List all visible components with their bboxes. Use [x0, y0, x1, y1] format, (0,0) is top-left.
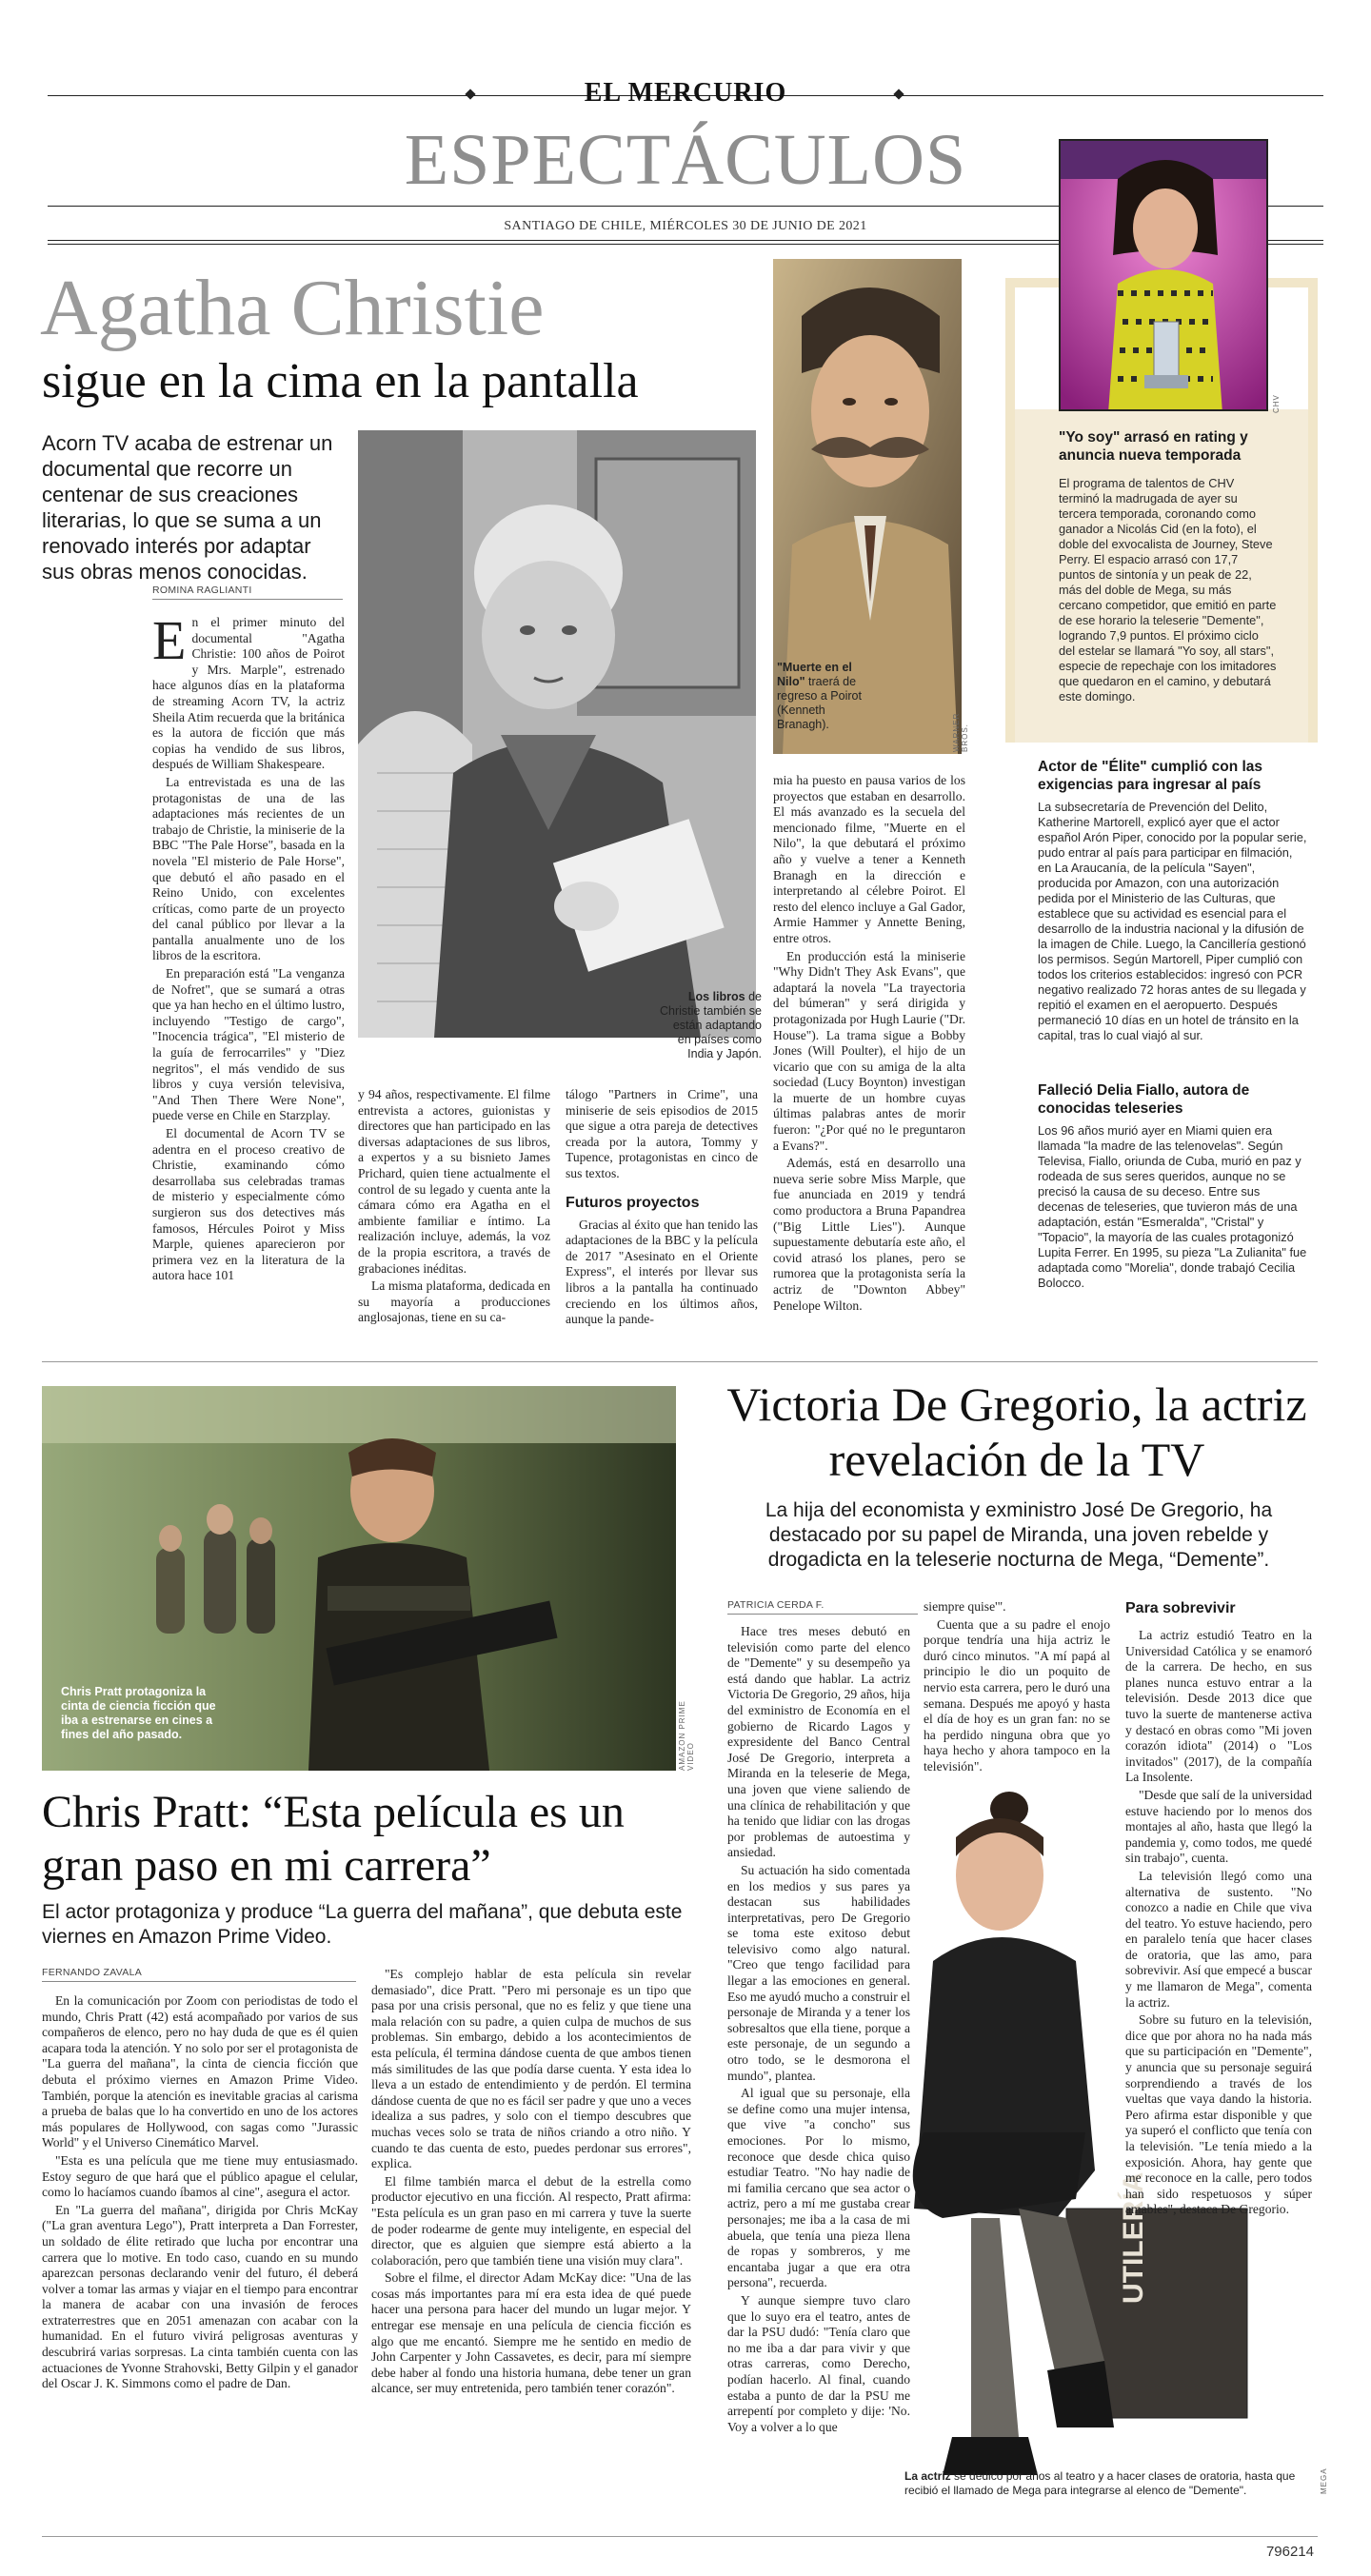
agatha-caption-text: de Christie también se están adaptando en países como India y Japón.	[660, 990, 762, 1060]
victoria-caption-text: se dedicó por años al teatro y a hacer clases de oratoria, hasta que recibió el llamado de Mega para integrarse al elenco de "Demente".	[904, 2469, 1296, 2497]
agatha-column-2	[358, 1087, 550, 1346]
pratt-col2-p3: Sobre el filme, el director Adam McKay dice: "Una de las cosas más importantes para mí era esta idea de qué puede hacer una persona para hacer del mundo un lugar mejor. Y entregar ese mensaje en una película de ciencia ficción es algo que me encantó. Siempre me he sentido en medio de John Carpenter y John Cassavetes, es decir, para mí siempre debe haber al fondo una historia humana, debe tener un gran alcance, ser muy entretenida, pero también tener corazón".	[371, 2270, 691, 2396]
pratt-deck: El actor protagoniza y produce “La guerra del mañana”, que debuta este viernes en Amazon Prime Video.	[42, 1901, 683, 1948]
victoria-col3-p3: La televisión llegó como una alternativa de sustento. "No conozco a nadie en Chile que viva del teatro. Yo estuve haciendo, pero en paralelo tenía que hacer clases de oratoria, que las amo, para sobrevivir. Así que empecé a buscar y me llamaron de Mega", comenta la actriz.	[1125, 1868, 1312, 2010]
agatha-col4-p1: mia ha puesto en pausa varios de los proyectos que estaban en desarrollo. El más avanzado es la secuela del mencionado filme, "Muerte en el Nilo", la que debutará el próximo año y vuelve a tener a Kenneth Branagh en la dirección e interpretando al célebre Poirot. El resto del elenco incluye a Gal Gador, Armie Hammer y Annette Bening, entre otros.	[773, 773, 965, 945]
agatha-col1-p3: En preparación está "La venganza de Nofret", que se sumará a otras que ya han hecho en el último lustro, incluyendo "Testigo de cargo", "Inocencia trágica", "El misterio de la guía de ferrocarriles" y "Diez negritos", el más vendido de sus libros y cuya versión televisiva, "And Then There Were None", puede verse en Chile en Starzplay.	[152, 966, 345, 1123]
pratt-column-2	[371, 1967, 691, 2526]
pratt-col1-p3: En "La guerra del mañana", dirigida por Chris McKay ("La gran aventura Lego"), Pratt interpreta a Dan Forrester, un soldado de élite retirado que lucha por encontrar una carrera que lo motive. En todo caso, cuando en su mundo aparezcan personas declarando venir del futuro, él deberá volver a tomar las armas y viajar en el tiempo para encontrar la manera de acabar con una invasión de feroces extraterrestres que en 2051 amenazan con acabar con la humanidad. En el futuro vivirá peligrosas aventuras y descubrirá varias sorpresas. La cinta también cuenta con las actuaciones de Yvonne Strahovski, Betty Gilpin y el ganador del Oscar J. K. Simmons como el padre de Dan.	[42, 2202, 358, 2391]
agatha-col2-p1: y 94 años, respectivamente. El filme entrevista a actores, guionistas y directores que han participado en las diversas adaptaciones de sus libros, a expertos y a su bisnieto James Prichard, quien tiene actualmente el control de su legado y cuenta ante la cámara cómo era Agatha en el ambiente familiar e íntimo. La realización incluye, además, la voz de la propia escritora, a través de grabaciones inéditas.	[358, 1087, 550, 1276]
yo-soy-photo-illustration	[1061, 141, 1268, 411]
victoria-col1-p1: Hace tres meses debutó en televisión como parte del elenco de "Demente" y su desempeño ya está dando que hablar. La actriz Victoria De Gregorio, 29 años, hija del exministro de Economía en el gobierno de Ricardo Lagos y expresidente del Banco Central José De Gregorio, interpreta a Miranda en la teleserie de Mega, una joven que viene saliendo de una clínica de rehabilitación y que ha tenido que lidiar con las drogas por problemas de autoestima y ansiedad.	[727, 1624, 910, 1860]
victoria-col1-p2: Su actuación ha sido comentada en los medios y sus pares ya destacan sus habilidades interpretativas, pero De Gregorio se toma este exitoso debut televisivo como algo natural. "Creo que tengo facilidad para llegar a las emociones en general. Eso me ayudó mucho a construir el personaje de Miranda y a tener los sobresaltos que ella tiene, porque a este personaje, de un segundo a otro todo, se le desmorona el mundo", plantea.	[727, 1862, 910, 2083]
agatha-deck: Acorn TV acaba de estrenar un documental que recorre un centenar de sus creaciones literarias, lo que se suma a un renovado interés por adaptar sus obras menos conocidas.	[42, 431, 333, 584]
victoria-column-1	[727, 1624, 910, 2509]
victoria-col2-p2: Cuenta que a su padre el enojo porque tendría una hija actriz le duró cinco minutos. "A mí papá al principio le dio un poquito de nervio esta carrera, pero le duró una semana. Después me apoyó y hasta el día de hoy es un gran fan: no se ha perdido ninguna obra que yo haya hecho y ahora tampoco en la televisión".	[924, 1616, 1110, 1773]
agatha-col1-p1: n el primer minuto del documental "Agatha Christie: 100 años de Poirot y Mrs. Marple", estrenado hace algunos días en la plataforma de streaming Acorn TV, la actriz Sheila Atim recuerda que la británica es la autora de ficción que más copias ha vendido de sus libros, después de William Shakespeare.	[152, 615, 345, 772]
pratt-photo-caption	[61, 1685, 219, 1742]
agatha-photo-caption	[657, 990, 762, 1061]
victoria-photo-credit: MEGA	[1320, 2467, 1328, 2494]
victoria-col3-p4: Sobre su futuro en la televisión, dice que por ahora no ha nada más que su participación en "Demente", y anuncia que su personaje seguirá sorprendiendo a través de los vueltas que vaya dando la historia. Pero afirma estar disponible y que ya superó el conflicto que tenía con la televisión. "Le tenía miedo a la exposición. Ahora, hay gente que me reconoce en la calle, pero todos han sido respetuosos y súper amables", destaca De Gregorio.	[1125, 2012, 1312, 2217]
yo-soy-photo-credit: CHV	[1272, 394, 1281, 413]
pratt-column-1	[42, 1993, 358, 2526]
page-code: 796214	[1265, 2544, 1314, 2560]
dateline: SANTIAGO DE CHILE, MIÉRCOLES 30 DE JUNIO DE 2021	[504, 219, 867, 233]
agatha-col1-p2: La entrevistada es una de las protagonistas de una de las adaptaciones más recientes de un trabajo de Christie, la miniserie de la BBC "The Pale Horse", basada en la novela "El misterio de Pale Horse", que debutó el año pasado en el Reino Unido, con excelentes críticas, como parte de un proyecto del canal público por llevar a la pantalla anualmente uno de los libros de la escritora.	[152, 774, 345, 963]
sidebar-headline-fiallo: Falleció Delia Fiallo, autora de conocidas teleseries	[1038, 1082, 1250, 1117]
victoria-col1-p4: Y aunque siempre tuvo claro que lo suyo era el teatro, antes de dar la PSU dudó: "Tenía claro que no me iba a dar para vivir y que otras carreras, como Derecho, podían hacerlo. Al final, cuando estaba a punto de dar la PSU me arrepentí por completo y dije: 'No. Voy a volver a lo que	[727, 2292, 910, 2434]
victoria-col3-p1: La actriz estudió Teatro en la Universidad Católica y se enamoró de la carrera. De hecho, en sus planes nunca estuvo entrar a la televisión. Desde 2013 dice que tuvo la suerte de mantenerse activa y destacó en obras como "Mi joven corazón idiota" (2014) o "Los invitados" (2017), de la compañía La Insolente.	[1125, 1628, 1312, 1785]
agatha-col4-p2: En producción está la miniserie "Why Didn't They Ask Evans", que adaptará la novela "La trayectoria del búmeran" y será dirigida y protagonizada por Hugh Laurie ("Dr. House"). La trama sigue a Bobby Jones (Will Poulter), el hijo de un vicario que con su amiga de la alta sociedad (Lucy Boynton) investigan la muerte de un hombre cuyas últimas palabras antes de morir fueron: "¿Por qué no le preguntaron a Evans?".	[773, 948, 965, 1153]
victoria-deck: La hija del economista y exministro José De Gregorio, ha destacado por su papel de Miranda, una joven rebelde y drogadicta en la teleserie nocturna de Mega, “Demente”.	[765, 1499, 1273, 1571]
victoria-caption-bold: La actriz	[904, 2469, 951, 2483]
pratt-col2-p2: El filme también marca el debut de la estrella como productor ejecutivo en una ficción. Al respecto, Pratt afirma: "Esta película es un gran paso en mi carrera y tuve la suerte de poder rodearme de gente muy inteligente, en especial del director, que es alguien que siempre está abierto a la colaboración, pero que también tiene una visión muy clara".	[371, 2173, 691, 2268]
agatha-title-line1: Agatha Christie	[40, 264, 545, 352]
agatha-col1-p4: El documental de Acorn TV se adentra en el proceso creativo de Christie, examinando cómo desarrollaba sus celebradas tramas de misterio y especialmente cómo surgieron sus dos detectives más famosos, Hércules Poirot y Miss Marple, quienes aparecieron por primera vez en la literatura de la autora hace 101	[152, 1126, 345, 1283]
victoria-col1-p3: Al igual que su personaje, ella se define como una mujer intensa, que vive "a concho" sus emociones. Por lo mismo, reconoce que desde chica quiso estudiar Teatro. "No hay nadie de mi familia cercano que sea actor o actriz, pero a mí me gustaba crear personajes; me iba a la casa de mi abuela, que tenía una pieza llena de ropas y sombreros, y me encantaba jugar a que era otra persona", recuerda.	[727, 2086, 910, 2290]
poirot-caption-bold: "Muerte en el Nilo"	[777, 661, 852, 688]
agatha-col3-p2: Gracias al éxito que han tenido las adaptaciones de la BBC y la película de 2017 "Asesinato en el Oriente Express", el interés por llevar sus libros a la pantalla ha continuado creciendo en los últimos años, aunque la pande-	[566, 1217, 758, 1327]
pratt-photo-credit: AMAZON PRIME VIDEO	[678, 1700, 695, 1771]
victoria-photo-caption	[904, 2469, 1304, 2498]
victoria-col3-p2: "Desde que salí de la universidad estuve haciendo por lo menos dos montajes al año, hasta que llegó la pandemia y, como todos, me quedé sin trabajo", cuenta.	[1125, 1787, 1312, 1866]
poirot-photo-credit: WARNER BROS.	[952, 712, 969, 752]
victoria-column-2	[924, 1599, 1110, 1780]
sidebar-headline-elite: Actor de "Élite" cumplió con las exigencias para ingresar al país	[1038, 759, 1263, 793]
agatha-column-3	[566, 1087, 758, 1346]
agatha-dropcap: E	[152, 615, 187, 671]
pratt-col1-p1: En la comunicación por Zoom con periodistas de todo el mundo, Chris Pratt (42) está acompañado por varios de sus compañeros de elenco, pero no hay duda de que es él quien acapara toda la atención. Y no solo por ser el protagonista de "La guerra del mañana", la cinta de ciencia ficción que debuta el próximo viernes en Amazon Prime Video. También, porque la atención es inevitable gracias al carisma a prueba de balas que lo ha convertido en uno de los actores más populares de Hollywood, con sagas como "Jurassic World" y el Universo Cinemático Marvel.	[42, 1993, 358, 2150]
section-title: ESPECTÁCULOS	[404, 120, 967, 200]
victoria-column-3	[1125, 1628, 1312, 2427]
pratt-caption-bold: Chris Pratt	[61, 1685, 122, 1698]
agatha-subhead-futuros: Futuros proyectos	[566, 1194, 700, 1211]
sidebar-text-elite: La subsecretaría de Prevención del Delito, Katherine Martorell, explicó ayer que el actor español Arón Piper, conocido por la popular serie, pudo entrar al país para participar en filmación, en La Araucanía, de la película "Sayen", producida por Amazon, con una autorización pedida por el Ministerio de las Culturas, que establece que su actividad es esencial para el desarrollo de la industria nacional y la difusión de la imagen de Chile. Luego, la Cancillería gestionó los permisos. Según Martorell, Piper cumplió con todos los criterios establecidos: ingresó con PCR negativo realizado 72 horas antes de su llegada y repitió el examen en el aeropuerto. Después permaneció 10 días en un hotel de tránsito en la capital, tras lo cual viajó al sur.	[1038, 800, 1307, 1042]
paper-name: EL MERCURIO	[584, 78, 787, 108]
agatha-col2-p2: La misma plataforma, dedicada en su mayoría a producciones anglosajonas, tiene en su ca-	[358, 1278, 550, 1325]
agatha-column-4	[773, 773, 965, 1346]
pratt-col2-p1: "Es complejo hablar de esta película sin revelar demasiado", dice Pratt. "Pero mi personaje es un tipo que pasa por una crisis personal, que no es feliz y que tiene una mala relación con su padre, a quien culpa de muchos de sus problemas. Sin embargo, debido a los acontecimientos de esta película, él termina dándose cuenta de que ambos tienen más similitudes de las que podía darse cuenta. Y esta idea lo lleva a un estado de entendimiento y de perdón. El termina dándose cuenta de que no es fácil ser padre y que uno a veces idealiza a sus padres, y solo con el tiempo descubres que muchas veces solo se trata de niños criando a otro niño. Y cuando te das cuenta de esto, puedes perdonar sus errores", explica.	[371, 1967, 691, 2171]
agatha-caption-bold: Los libros	[687, 990, 745, 1003]
agatha-column-1	[152, 615, 345, 1346]
pratt-col1-p2: "Esta es una película que me tiene muy entusiasmado. Estoy seguro de que hará que el público apague el celular, como lo hacíamos cuando íbamos al cine", asegura el actor.	[42, 2152, 358, 2200]
sidebar-headline-yo-soy: "Yo soy" arrasó en rating y anuncia nueva temporada	[1059, 429, 1248, 464]
agatha-col3-p1: tálogo "Partners in Crime", una miniserie de seis episodios de 2015 que sigue a otra pareja de detectives creada por la autora, Tommy y Tupence, protagonistas en cinco de sus textos.	[566, 1087, 758, 1180]
sidebar-text-fiallo: Los 96 años murió ayer en Miami quien era llamada "la madre de las telenovelas". Según Televisa, Fiallo, oriunda de Cuba, murió en paz y rodeada de sus seres queridos, aunque no se precisó la causa de su deceso. Entre sus decenas de teleseries, que tuvieron más de una adaptación, están "Esmeralda", "Cristal" y "Topacio", la mayoría de las cuales protagonizó Lupita Ferrer. En 1995, su pieza "La Zulianita" fue adaptada como "Morelia", donde trabajó Cecilia Bolocco.	[1038, 1123, 1307, 1290]
agatha-col4-p3: Además, está en desarrollo una nueva serie sobre Miss Marple, que fue anunciada en 2019 y tendrá como productora a Bruna Papandrea ("Big Little Lies"). Aunque supuestamente debutaría este año, el covid atrasó los planes, pero se rumorea que la protagonista sería la actriz de "Downton Abbey" Penelope Wilton.	[773, 1156, 965, 1313]
victoria-subhead-sobrevivir: Para sobrevivir	[1125, 1600, 1236, 1616]
poirot-caption-text: traerá de regreso a Poirot (Kenneth Branagh).	[777, 675, 862, 731]
utileria-box-text: UTILERÍA	[1118, 2171, 1149, 2304]
pratt-caption-text: protagoniza la cinta de ciencia ficción que iba a estrenarse en cines a fines del año pasado.	[61, 1685, 216, 1741]
victoria-col2-p1: siempre quise'".	[924, 1599, 1006, 1614]
poirot-caption	[777, 661, 868, 732]
victoria-title: Victoria De Gregorio, la actriz revelación de la TV	[726, 1377, 1307, 1486]
victoria-byline: PATRICIA CERDA F.	[727, 1599, 918, 1615]
agatha-byline: ROMINA RAGLIANTI	[152, 585, 343, 600]
pratt-title: Chris Pratt: “Esta película es un gran paso en mi carrera”	[42, 1787, 625, 1891]
agatha-christie-photo	[358, 430, 756, 1038]
agatha-photo-illustration	[358, 430, 756, 1038]
yo-soy-photo	[1059, 139, 1268, 411]
agatha-title-line2: sigue en la cima en la pantalla	[42, 354, 639, 408]
sidebar-text-yo-soy: El programa de talentos de CHV terminó la madrugada de ayer su tercera temporada, coronando como ganador a Nicolás Cid (en la foto), el doble del exvocalista de Journey, Steve Perry. El espacio arrasó con 17,7 puntos de sintonía y un peak de 22, más del doble de Mega, su más cercano competidor, que emitió en parte de ese horario la teleserie "Demente", logrando 7,9 puntos. El próximo ciclo del estelar se llamará "Yo soy, all stars", especie de repechaje con los imitadores que quedaron en el camino, y debutará este domingo.	[1059, 476, 1277, 703]
pratt-byline: FERNANDO ZAVALA	[42, 1967, 356, 1982]
